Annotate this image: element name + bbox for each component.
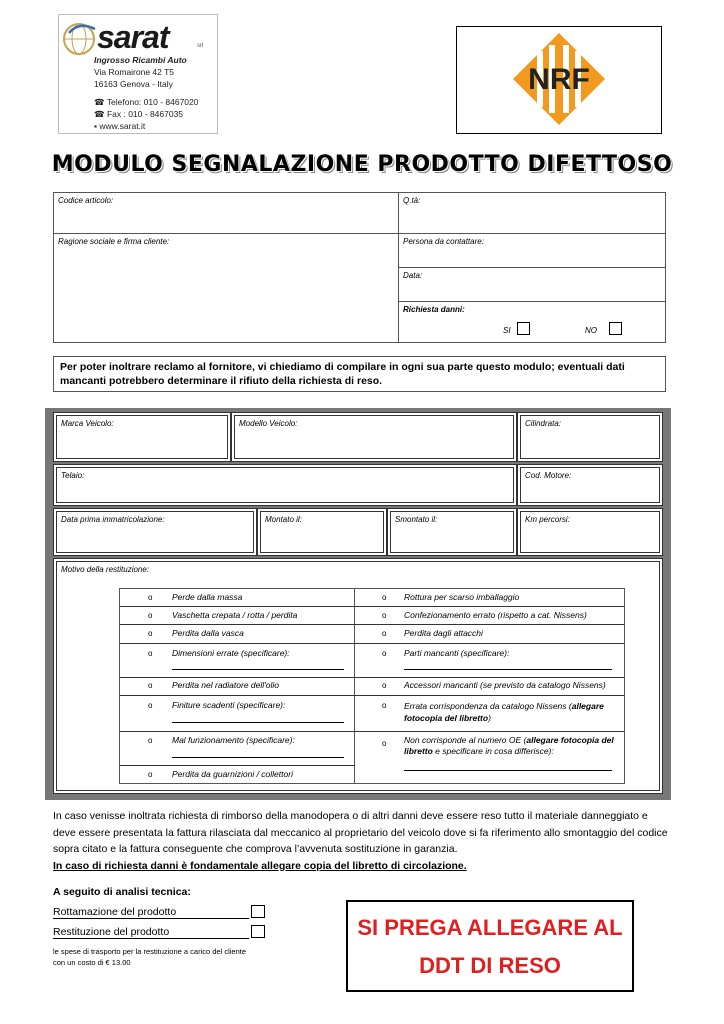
field-smontato-il[interactable]: Smontato il: [387,508,517,556]
reason-left-4: Dimensioni errate (specificare): [172,648,290,658]
company-address: Via Romairone 42 T5 [94,67,175,77]
reason-left-7: Mal funzionamento (specificare): [172,735,295,745]
specify-line[interactable] [172,722,344,723]
bullet[interactable]: o [382,739,387,748]
bullet[interactable]: o [148,649,153,658]
field-richiesta-danni: Richiesta danni: SI NO [398,301,666,343]
bullet[interactable]: o [382,611,387,620]
checkbox-si[interactable] [517,322,530,335]
checkbox-rottamazione[interactable] [251,905,265,918]
field-data-immatricolazione[interactable]: Data prima immatricolazione: [53,508,257,556]
option-rottamazione: Rottamazione del prodotto [53,906,249,919]
field-marca-veicolo[interactable]: Marca Veicolo: [53,412,231,462]
field-km-percorsi[interactable]: Km percorsi: [517,508,663,556]
bullet[interactable]: o [148,593,153,602]
info-text: In caso venisse inoltrata richiesta di rimborso della manodopera o di altri danni deve essere reso tutto il materiale danneggiato e deve essere presentata la fattura rilasciata dal meccanico al proprietario del veicolo dove si fa riferimento allo smontaggio del codice sopra citato e la fattura conseguente che comprova l’avvenuta sostituzione in garanzia. In caso di richiesta danni è fondamentale allegare copia del libretto di circolazione. [53,810,668,872]
bullet[interactable]: o [382,649,387,658]
company-tagline: Ingrosso Ricambi Auto [94,55,187,65]
field-modello-veicolo[interactable]: Modello Veicolo: [231,412,517,462]
reason-left-6: Finiture scadenti (specificare): [172,700,286,710]
company-logo [58,14,218,134]
company-name: sarat [97,19,169,55]
fax-icon: ☎ [94,109,107,119]
bullet[interactable]: o [382,701,387,710]
analysis-title: A seguito di analisi tecnica: [53,886,191,898]
bullet[interactable]: o [382,629,387,638]
specify-line[interactable] [172,757,344,758]
reason-left-3: Perdita dalla vasca [172,628,244,638]
attach-ddt-notice [346,900,634,992]
field-data[interactable]: Data: [398,267,666,302]
attach-line-1: SI PREGA ALLEGARE AL [357,915,623,940]
si-label: SI [503,326,511,335]
checkbox-no[interactable] [609,322,622,335]
checkbox-restituzione[interactable] [251,925,265,938]
specify-line[interactable] [172,669,344,670]
field-montato-il[interactable]: Montato il: [257,508,387,556]
shipping-note: le spese di trasporto per la restituzione a carico del cliente con un costo di € 13.00 [53,947,247,967]
reason-left-1: Perde dalla massa [172,592,243,602]
page-title: MODULO SEGNALAZIONE PRODOTTO DIFETTOSO [51,152,673,177]
nrf-logo-icon [487,33,631,125]
option-restituzione: Restituzione del prodotto [53,926,249,939]
field-ragione-sociale[interactable]: Ragione sociale e firma cliente: [53,233,399,343]
reason-right-4: Parti mancanti (specificare): [404,648,510,658]
specify-line[interactable] [404,770,612,771]
reason-left-2: Vaschetta crepata / rotta / perdita [172,610,298,620]
field-cilindrata[interactable]: Cilindrata: [517,412,663,462]
bullet[interactable]: o [148,611,153,620]
company-phone: Telefono: 010 - 8467020 [106,97,199,107]
specify-line[interactable] [404,669,612,670]
analysis-section [53,886,293,968]
no-label: NO [585,326,597,335]
field-telaio[interactable]: Telaio: [53,464,517,506]
info-important: In caso di richiesta danni è fondamentale allegare copia del libretto di circolazione. [53,859,467,872]
reason-right-7: Non corrisponde al numero OE (allegare fotocopia del libretto e specificare in cosa differisce): [404,735,614,756]
brand-logo-box [456,26,662,134]
bullet[interactable]: o [382,593,387,602]
company-web: www.sarat.it [99,121,146,131]
field-quantita[interactable]: Q.tà: [398,192,666,234]
reason-left-8: Perdita da guarnizioni / collettori [172,769,293,779]
reason-right-6: Errata corrispondenza da catalogo Nissens (allegare fotocopia del libretto) [404,701,604,723]
reason-right-1: Rottura per scarso imballaggio [404,592,520,602]
bullet[interactable]: o [148,770,153,779]
attach-line-2: DDT DI RESO [419,953,561,978]
bullet[interactable]: o [148,629,153,638]
company-fax: Fax : 010 - 8467035 [106,109,184,119]
reason-left-5: Perdita nel radiatore dell'olio [172,680,279,690]
field-codice-articolo[interactable]: Codice articolo: [53,192,399,234]
company-city: 16163 Genova - Italy [94,79,173,89]
reasons-table [119,588,625,784]
reason-right-2: Confezionamento errato (rispetto a cat. Nissens) [404,610,587,620]
vehicle-section [45,408,671,800]
web-icon: ▪ [94,121,100,131]
field-persona-contatto[interactable]: Persona da contattare: [398,233,666,268]
phone-icon: ☎ [94,97,107,107]
bullet[interactable]: o [148,681,153,690]
reason-right-3: Perdita dagli attacchi [404,628,483,638]
field-cod-motore[interactable]: Cod. Motore: [517,464,663,506]
notice-box: Per poter inoltrare reclamo al fornitore, vi chiediamo di compilare in ogni sua parte questo modulo; eventuali dati mancanti potrebbero determinare il rifiuto della richiesta di reso. [53,356,666,392]
brand-name: NRF [528,63,590,96]
bullet[interactable]: o [148,736,153,745]
bullet[interactable]: o [382,681,387,690]
bullet[interactable]: o [148,701,153,710]
reason-right-5: Accessori mancanti (se previsto da catalogo Nissens) [404,680,606,690]
company-suffix: srl [197,43,204,49]
reasons-section: Motivo della restituzione: o Perde dalla massa o Vaschetta crepata / rotta / perdita o Perdita dalla vasca o Dimensioni errate (specificare): o Perdita nel radiatore dell'olio o Finiture scadenti (specificare): o Mal funzionamento (specificare): o Perdita da guarnizioni / collettori o Rottura per scarso imballaggio o Confezionamento errato (rispetto a cat. Nissens) o Perdita dagli attacchi o Parti mancanti (specificare): o Accessori mancanti (se previsto da catalogo Nissens) o Errata corrispondenza da catalogo Nissens (allegare fotocopia del libretto) o Non corrisponde al numero OE (allegare fotocopia del libretto e specificare in cosa differisce): [53,558,663,794]
